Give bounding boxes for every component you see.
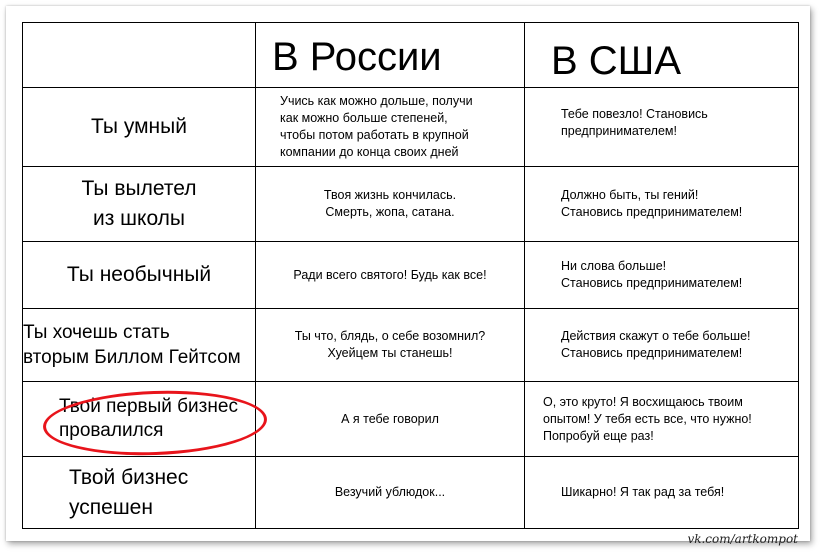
usa-cell [525,309,799,382]
russia-cell [256,88,525,167]
usa-line: Шикарно! Я так рад за тебя! [561,485,725,499]
russia-cell [256,457,525,529]
table-row [23,242,799,309]
situation-cell [23,167,256,242]
russia-cell [256,309,525,382]
russia-cell [256,167,525,242]
situation-line: успешен [69,495,153,519]
situation-line: провалился [59,420,164,441]
header-usa [525,23,799,88]
header-row [23,23,799,88]
russia-line: Хуейцем ты станешь! [327,346,453,360]
usa-line: опытом! У тебя есть все, что нужно! [543,411,752,426]
usa-line: Тебе повезло! Становись [561,107,708,121]
russia-line: Ради всего святого! Будь как все! [293,267,487,282]
table-row [23,309,799,382]
corner-cell [23,23,256,88]
russia-line: чтобы потом работать в крупной [280,128,469,142]
situation-line: Твой бизнес [69,465,189,489]
usa-line: О, это круто! Я восхищаюсь твоим [543,394,743,409]
situation-cell-highlighted [23,382,256,457]
situation-cell [23,242,256,309]
usa-cell [525,382,799,457]
table-row [23,88,799,167]
situation-cell [23,309,256,382]
situation-line: из школы [92,207,186,230]
russia-cell [256,242,525,309]
table-row [23,457,799,529]
russia-line: Смерть, жопа, сатана. [325,205,455,219]
russia-cell [256,382,525,457]
table-row [23,382,799,457]
watermark: vk.com/artkompot [687,532,798,546]
usa-line: Становись предпринимателем! [561,276,743,290]
table-row [23,167,799,242]
usa-line: предпринимателем! [561,124,677,138]
situation-line: Ты вылетел [81,177,197,200]
usa-cell [525,242,799,309]
usa-cell [525,167,799,242]
russia-line: компании до конца своих дней [280,145,459,159]
comparison-table [22,22,799,529]
usa-line: Действия скажут о тебе больше! [561,329,751,343]
usa-line: Ни слова больше! [561,259,667,273]
situation-cell [23,88,256,167]
situation-cell [23,457,256,529]
usa-line: Становись предпринимателем! [561,346,743,360]
russia-line: Твоя жизнь кончилась. [323,188,457,202]
usa-line: Попробуй еще раз! [543,428,654,443]
usa-line: Становись предпринимателем! [561,205,743,219]
situation-line: Ты умный [91,115,187,138]
russia-line: Учись как можно дольше, получи [280,94,473,108]
russia-line: Везучий ублюдок... [334,485,446,499]
situation-line: вторым Биллом Гейтсом [23,347,241,368]
russia-line: А я тебе говорил [341,411,439,426]
situation-line: Ты хочешь стать [23,322,170,343]
usa-cell [525,457,799,529]
usa-line: Должно быть, ты гений! [561,188,699,202]
russia-line: как можно больше степеней, [280,111,448,125]
usa-cell [525,88,799,167]
header-russia [256,23,525,88]
situation-line: Твой первый бизнес [59,396,238,417]
header-usa-text: В США [551,39,682,83]
situation-line: Ты необычный [66,263,212,286]
russia-line: Ты что, блядь, о себе возомнил? [294,329,486,343]
header-russia-text: В России [272,35,442,79]
